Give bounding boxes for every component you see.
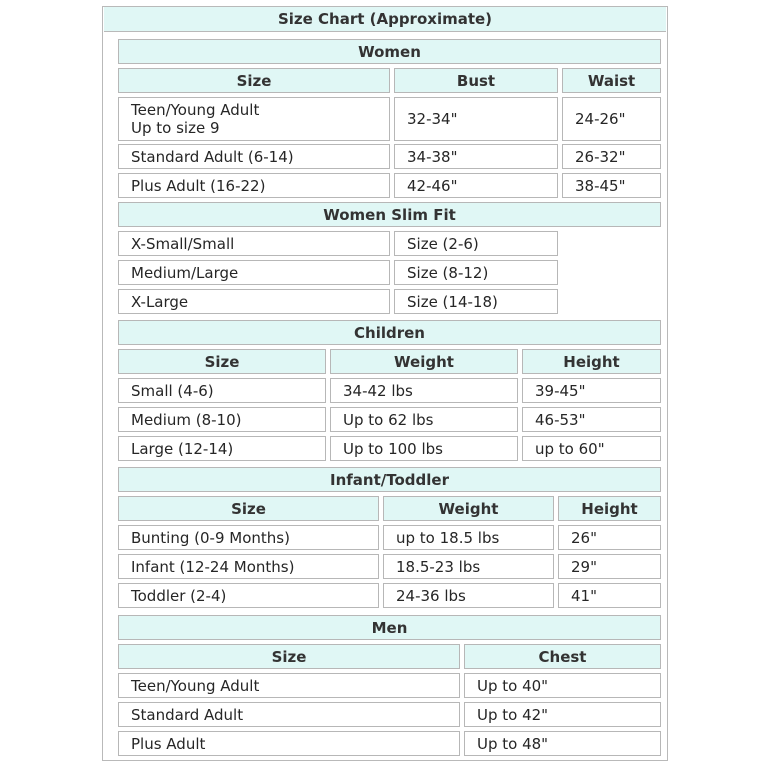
women-slim-row-2-size: Size (8-12): [394, 260, 558, 285]
women-row-1-size: [118, 97, 390, 141]
children-row-1-weight: 34-42 lbs: [330, 378, 518, 403]
women-slim-row-3-label: X-Large: [118, 289, 390, 314]
women-row-1-size-line2: Up to size 9: [131, 119, 220, 137]
men-row-2-size: Standard Adult: [118, 702, 460, 727]
men-section-header: Men: [118, 615, 661, 640]
men-row-1-chest: Up to 40": [464, 673, 661, 698]
women-waist-header: Waist: [562, 68, 661, 93]
children-row-1-size: Small (4-6): [118, 378, 326, 403]
children-section-header: Children: [118, 320, 661, 345]
women-row-3-size: Plus Adult (16-22): [118, 173, 390, 198]
children-row-3-weight: Up to 100 lbs: [330, 436, 518, 461]
infant-height-header: Height: [558, 496, 661, 521]
women-row-2-waist: 26-32": [562, 144, 661, 169]
infant-row-2-weight: 18.5-23 lbs: [383, 554, 554, 579]
infant-row-1-height: 26": [558, 525, 661, 550]
infant-section-header: Infant/Toddler: [118, 467, 661, 492]
children-row-2-weight: Up to 62 lbs: [330, 407, 518, 432]
women-slim-row-3-size: Size (14-18): [394, 289, 558, 314]
men-row-3-chest: Up to 48": [464, 731, 661, 756]
men-chest-header: Chest: [464, 644, 661, 669]
women-section-header: Women: [118, 39, 661, 64]
men-size-header: Size: [118, 644, 460, 669]
infant-row-3-height: 41": [558, 583, 661, 608]
women-slim-row-1-label: X-Small/Small: [118, 231, 390, 256]
women-row-3-bust: 42-46": [394, 173, 558, 198]
women-slim-row-1-size: Size (2-6): [394, 231, 558, 256]
children-row-2-height: 46-53": [522, 407, 661, 432]
women-row-2-bust: 34-38": [394, 144, 558, 169]
children-height-header: Height: [522, 349, 661, 374]
children-row-2-size: Medium (8-10): [118, 407, 326, 432]
infant-row-2-height: 29": [558, 554, 661, 579]
women-row-1-size-line1: Teen/Young Adult: [131, 101, 260, 119]
children-row-3-size: Large (12-14): [118, 436, 326, 461]
infant-row-3-weight: 24-36 lbs: [383, 583, 554, 608]
infant-size-header: Size: [118, 496, 379, 521]
men-row-3-size: Plus Adult: [118, 731, 460, 756]
children-size-header: Size: [118, 349, 326, 374]
infant-row-1-size: Bunting (0-9 Months): [118, 525, 379, 550]
children-weight-header: Weight: [330, 349, 518, 374]
women-slim-row-2-label: Medium/Large: [118, 260, 390, 285]
men-row-1-size: Teen/Young Adult: [118, 673, 460, 698]
infant-row-1-weight: up to 18.5 lbs: [383, 525, 554, 550]
women-bust-header: Bust: [394, 68, 558, 93]
men-row-2-chest: Up to 42": [464, 702, 661, 727]
size-chart-title: Size Chart (Approximate): [104, 7, 666, 32]
women-slim-section-header: Women Slim Fit: [118, 202, 661, 227]
infant-row-3-size: Toddler (2-4): [118, 583, 379, 608]
infant-row-2-size: Infant (12-24 Months): [118, 554, 379, 579]
women-size-header: Size: [118, 68, 390, 93]
children-row-3-height: up to 60": [522, 436, 661, 461]
women-row-3-waist: 38-45": [562, 173, 661, 198]
infant-weight-header: Weight: [383, 496, 554, 521]
children-row-1-height: 39-45": [522, 378, 661, 403]
women-row-1-waist: 24-26": [562, 97, 661, 141]
women-row-1-bust: 32-34": [394, 97, 558, 141]
women-row-2-size: Standard Adult (6-14): [118, 144, 390, 169]
